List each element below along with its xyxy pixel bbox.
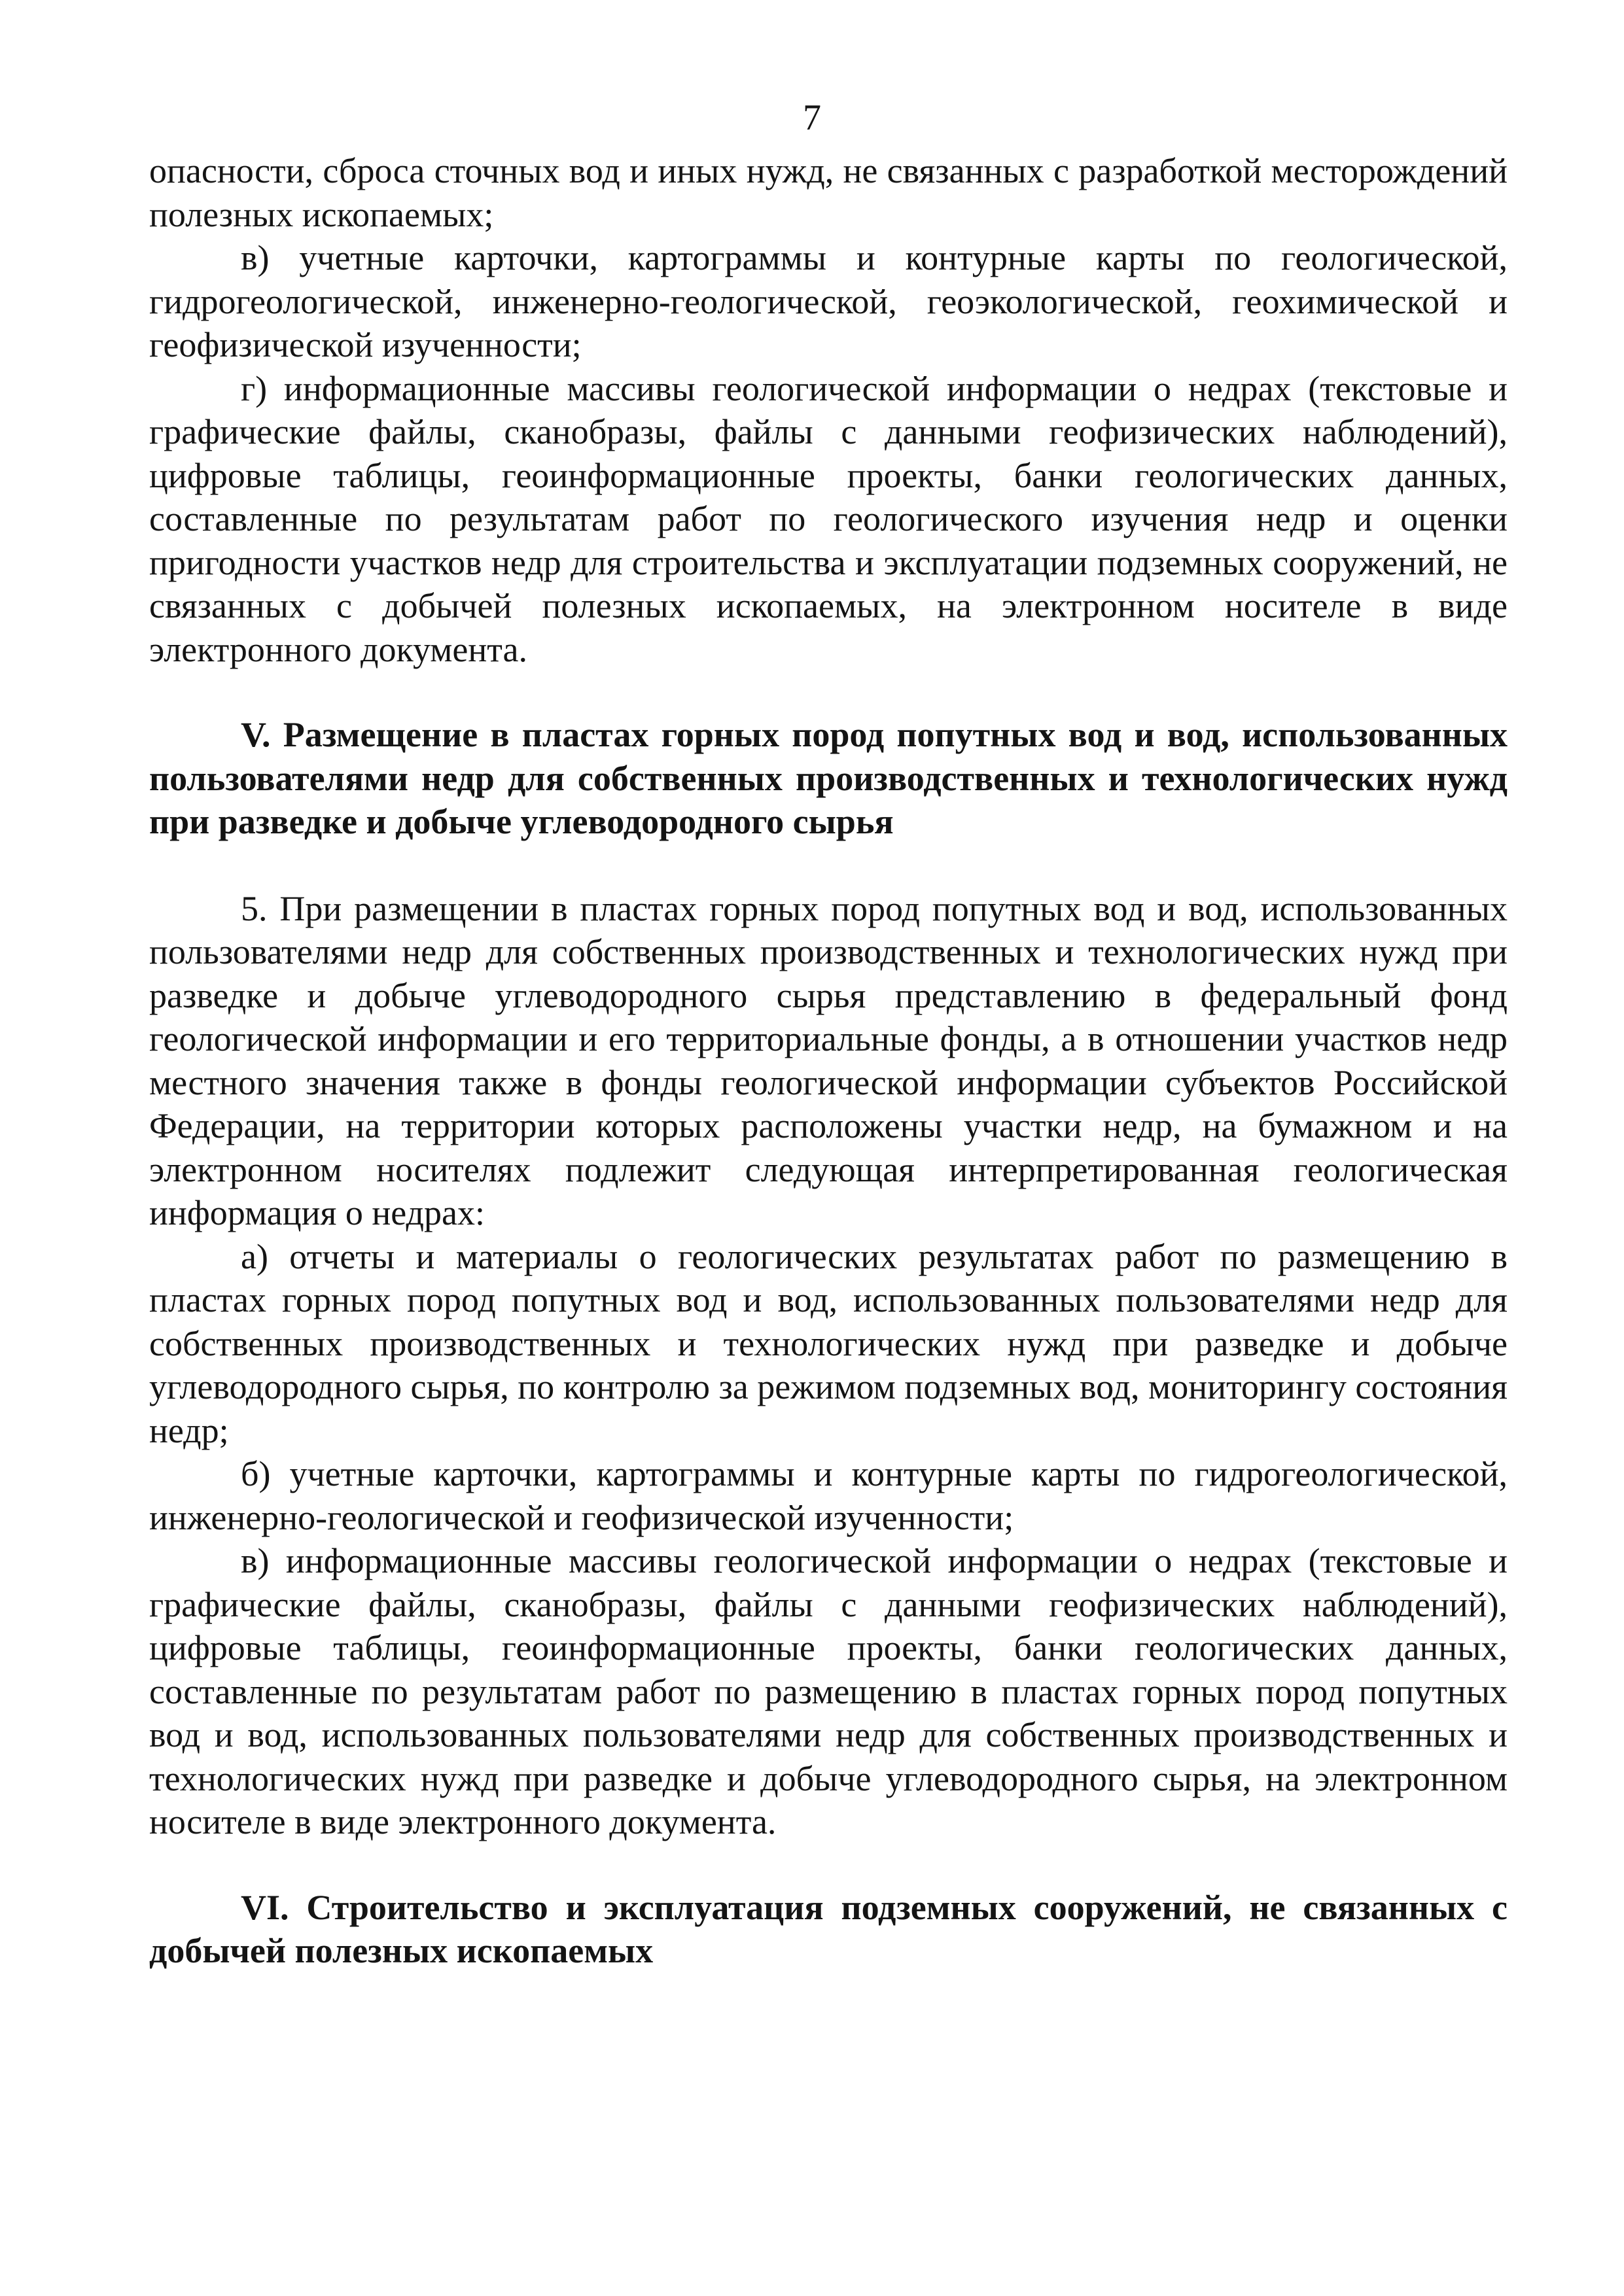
section-heading-v: V. Размещение в пластах горных пород попутных вод и вод, использованных пользователями недр для собственных производственных и технологических нужд при разведке и добыче углеводородного сырья xyxy=(149,715,1508,841)
spacer xyxy=(149,844,1508,887)
document-body xyxy=(149,149,1508,1973)
paragraph-item-g: г) информационные массивы геологической информации о недрах (текстовые и графические файлы, сканобразы, файлы с данными геофизических наблюдений), цифровые таблицы, геоинформационные проекты, банки геологических данных, составленные по результатам работ по геологического изучения недр и оценки пригодности участков недр для строительства и эксплуатации подземных сооружений, не связанных с добычей полезных ископаемых, на электронном носителе в виде электронного документа. xyxy=(149,368,1508,669)
paragraph-item-v: в) учетные карточки, картограммы и контурные карты по геологической, гидрогеологической, инженерно-геологической, геоэкологической, геохимической и геофизической изученности; xyxy=(149,238,1508,364)
paragraph-clause-5: 5. При размещении в пластах горных пород попутных вод и вод, использованных пользователями недр для собственных производственных и технологических нужд при разведке и добыче углеводородного сырья представлению в федеральный фонд геологической информации и его территориальные фонды, а в отношении участков недр местного значения также в фонды геологической информации субъектов Российской Федерации, на территории которых расположены участки недр, на бумажном и на электронном носителях подлежит следующая интерпретированная геологическая информация о недрах: xyxy=(149,888,1508,1232)
spacer xyxy=(149,671,1508,713)
paragraph-item-a: а) отчеты и материалы о геологических результатах работ по размещению в пластах горных пород попутных вод и вод, использованных пользователями недр для собственных производственных и технологических нужд при разведке и добыче углеводородного сырья, по контролю за режимом подземных вод, мониторингу состояния недр; xyxy=(149,1236,1508,1450)
page-number: 7 xyxy=(803,97,821,138)
paragraph-continuation: опасности, сброса сточных вод и иных нужд, не связанных с разработкой месторождений полезных ископаемых; xyxy=(149,151,1508,234)
paragraph-item-b: б) учетные карточки, картограммы и контурные карты по гидрогеологической, инженерно-геологической и геофизической изученности; xyxy=(149,1454,1508,1537)
paragraph-item-v-2: в) информационные массивы геологической информации о недрах (текстовые и графические файлы, сканобразы, файлы с данными геофизических наблюдений), цифровые таблицы, геоинформационные проекты, банки геологических данных, составленные по результатам работ по размещению в пластах горных пород попутных вод и вод, использованных пользователями недр для собственных производственных и технологических нужд при разведке и добыче углеводородного сырья, на электронном носителе в виде электронного документа. xyxy=(149,1541,1508,1841)
spacer xyxy=(149,1844,1508,1886)
section-heading-vi: VI. Строительство и эксплуатация подземных сооружений, не связанных с добычей полезных ископаемых xyxy=(149,1887,1508,1970)
